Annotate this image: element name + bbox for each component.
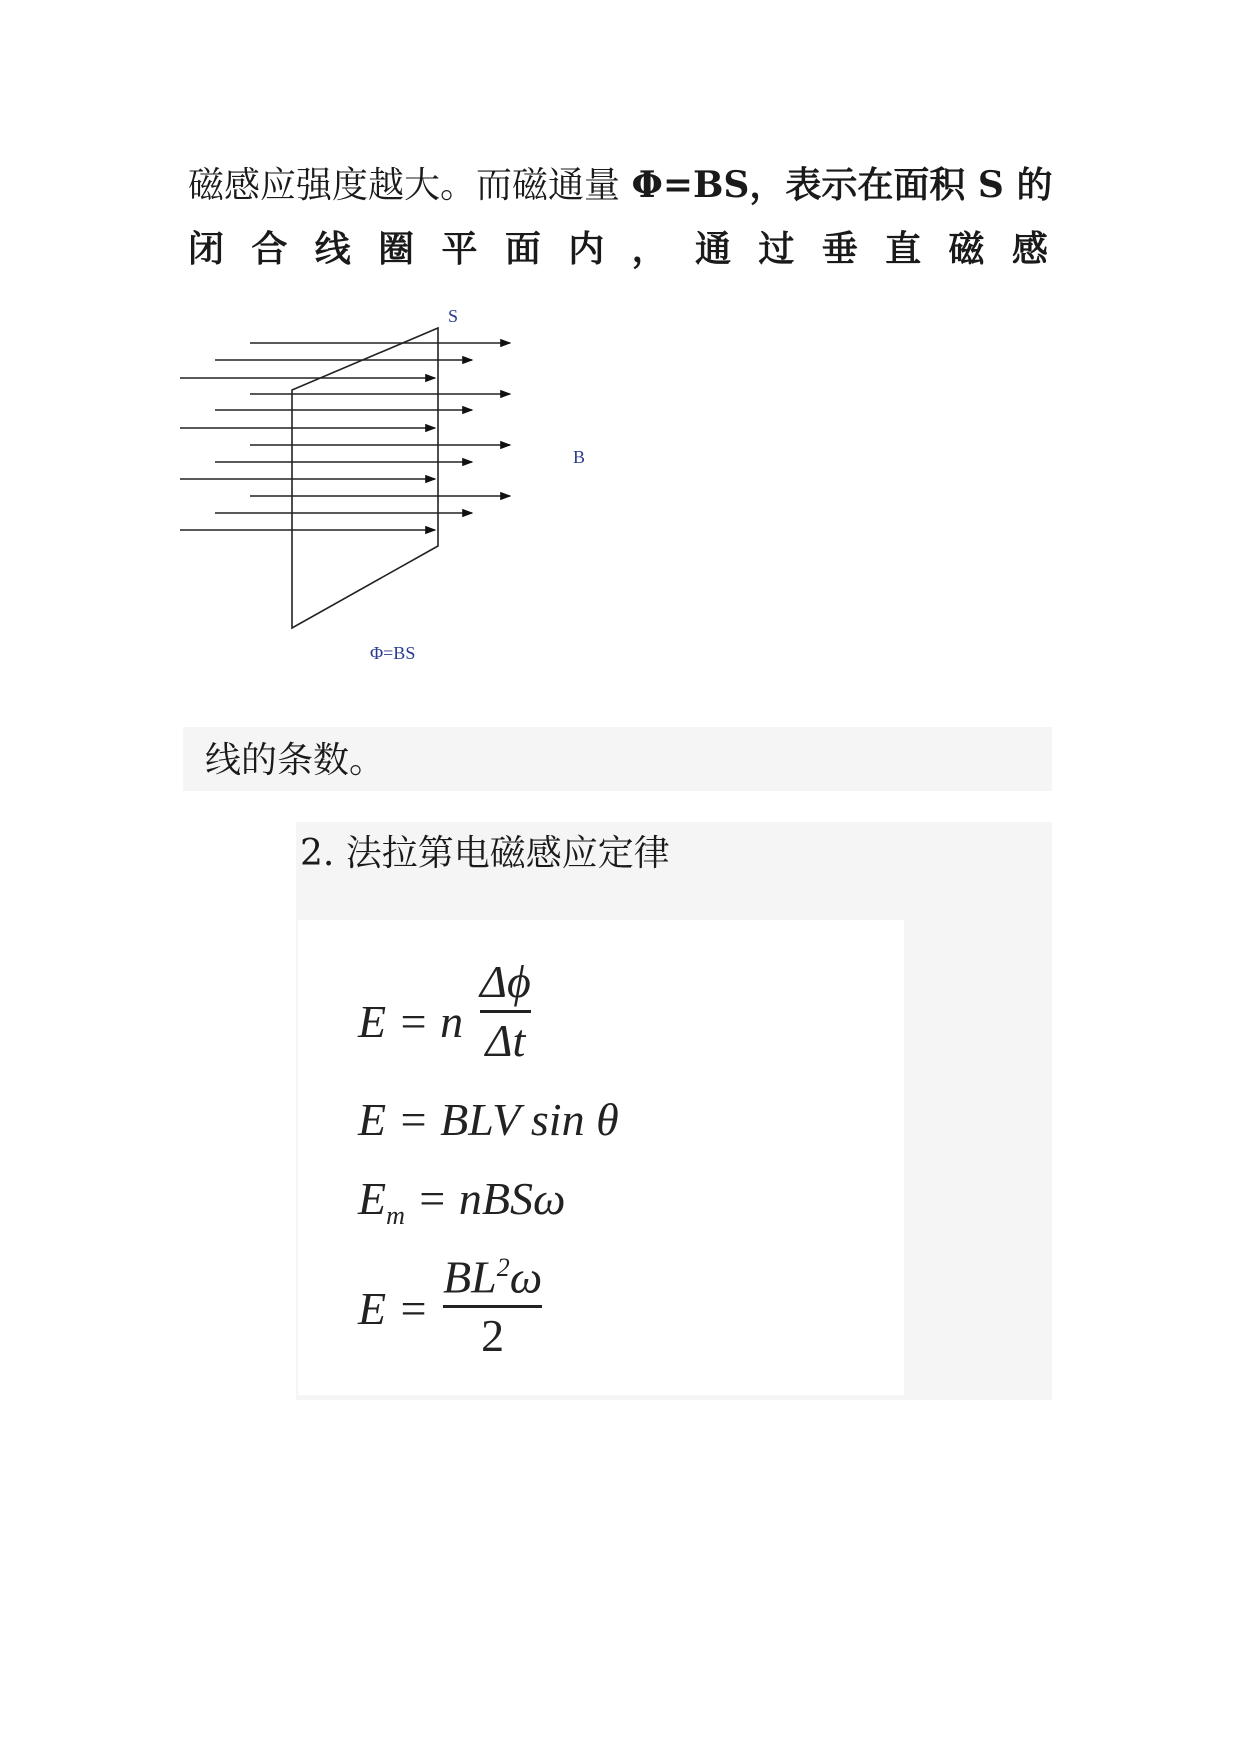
formula-image xyxy=(298,920,904,1395)
fraction-bar xyxy=(480,1010,531,1013)
paragraph-char: 直 xyxy=(885,228,922,270)
formula-4-denominator: 2 xyxy=(481,1310,505,1362)
label-s: S xyxy=(448,306,459,326)
formula-4-fraction xyxy=(443,1242,542,1362)
surface-plane xyxy=(292,328,438,628)
formula-1-numerator: Δϕ xyxy=(480,956,531,1007)
fraction-bar xyxy=(443,1305,542,1308)
formula-1-denominator: Δt xyxy=(485,1015,526,1066)
paragraph-line-2 xyxy=(188,227,1048,271)
label-b: B xyxy=(573,447,586,467)
paragraph-continuation: 线的条数。 xyxy=(205,740,386,781)
paragraph-char: 过 xyxy=(758,228,795,270)
formula-3-subscript: m xyxy=(386,1201,405,1231)
paragraph-char: 平 xyxy=(441,228,478,270)
paragraph-char: ， xyxy=(631,228,668,270)
paragraph-char: 合 xyxy=(251,228,288,270)
formula-4-num-a: BL xyxy=(443,1251,497,1303)
formula-3-lhs: E xyxy=(358,1173,387,1224)
paragraph-text-bold: Φ=BS，表示在面积 S 的 xyxy=(631,164,1053,206)
paragraph-char: 面 xyxy=(504,228,541,270)
magnetic-flux-figure xyxy=(180,298,600,673)
paragraph-char: 磁 xyxy=(948,228,985,270)
formula-4-numerator xyxy=(443,1242,542,1303)
paragraph-char: 垂 xyxy=(821,228,858,270)
formula-4-lhs: E = xyxy=(358,1283,429,1334)
field-lines xyxy=(180,343,510,530)
formula-3-rhs: = nBSω xyxy=(404,1173,566,1224)
paragraph-line-1 xyxy=(188,163,1053,208)
paragraph-char: 内 xyxy=(568,228,605,270)
paragraph-text-normal: 磁感应强度越大。而磁通量 xyxy=(188,165,632,206)
formula-3 xyxy=(358,1172,566,1231)
formula-4-num-sup: 2 xyxy=(496,1253,510,1282)
paragraph-char: 线 xyxy=(314,228,351,270)
paragraph-char: 闭 xyxy=(188,228,225,270)
paragraph-char: 通 xyxy=(695,228,732,270)
formula-1-fraction xyxy=(480,956,531,1067)
formula-1-lhs: E = n xyxy=(358,996,464,1047)
section-title: 2. 法拉第电磁感应定律 xyxy=(300,833,670,874)
figure-caption: Φ=BS xyxy=(370,643,416,663)
formula-4-num-b: ω xyxy=(509,1251,543,1303)
paragraph-char: 圈 xyxy=(378,228,415,270)
formula-2: E = BLV sin θ xyxy=(358,1094,619,1145)
paragraph-char: 感 xyxy=(1011,228,1048,270)
